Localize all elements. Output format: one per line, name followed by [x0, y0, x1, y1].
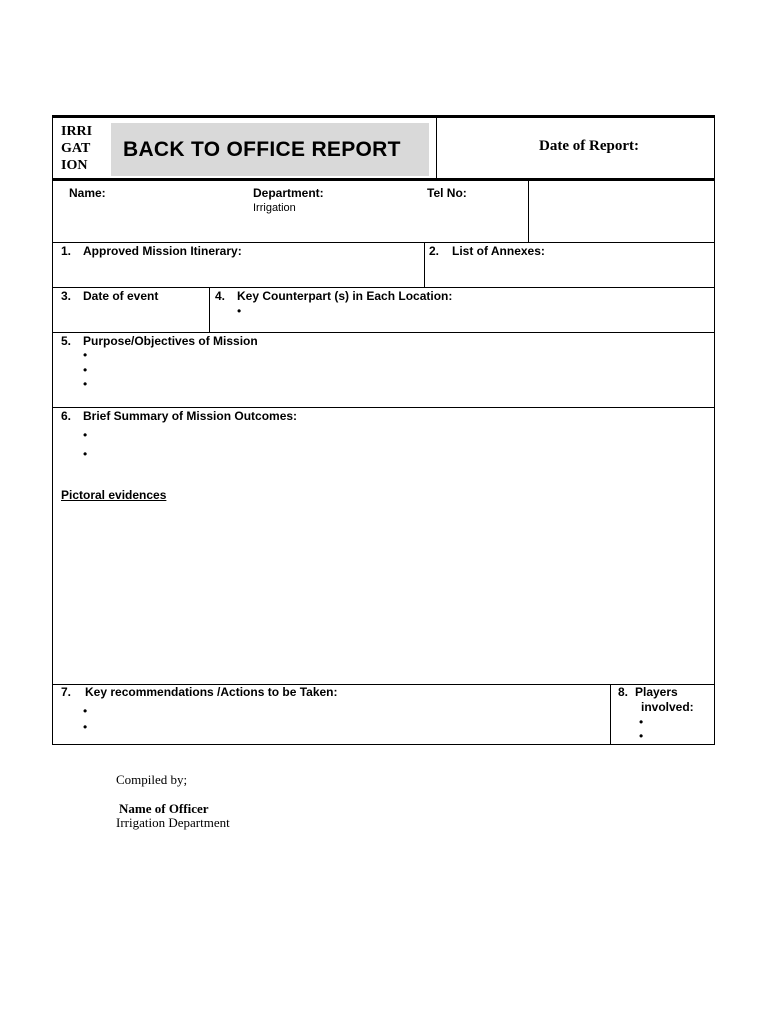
recommendation-bullet-2: • [83, 720, 88, 734]
section-8-number: 8. [618, 685, 629, 699]
section-6-label: Brief Summary of Mission Outcomes: [83, 409, 298, 423]
section-4-label: Key Counterpart (s) in Each Location: [237, 289, 453, 303]
section-7-label: Key recommendations /Actions to be Taken: [85, 685, 338, 699]
logo-line-2: GAT [61, 141, 91, 156]
section-5-number: 5. [61, 334, 72, 348]
section-3-label: Date of event [83, 289, 159, 303]
header-row [52, 115, 715, 181]
recommendation-bullet-1: • [83, 704, 88, 718]
row-purpose [52, 333, 715, 408]
header-divider [436, 118, 437, 178]
logo-line-3: ION [61, 158, 88, 173]
officer-department: Irrigation Department [116, 815, 230, 830]
pictoral-evidences-heading: Pictoral evidences [61, 488, 167, 502]
irrigation-logo [61, 123, 101, 174]
tel-label: Tel No: [427, 186, 467, 200]
purpose-bullet-1: • [83, 348, 88, 362]
section-5-label: Purpose/Objectives of Mission [83, 334, 258, 348]
row-recommendations [52, 685, 715, 745]
section-2-number: 2. [429, 244, 440, 258]
logo-line-1: IRRI [61, 124, 93, 139]
officer-name: Name of Officer [119, 801, 209, 816]
report-form [52, 115, 715, 745]
players-bullet-2: • [639, 729, 644, 743]
row-itinerary-annexes [52, 243, 715, 288]
section-1-number: 1. [61, 244, 72, 258]
department-label: Department: [253, 186, 324, 200]
summary-bullet-2: • [83, 447, 88, 461]
counterpart-bullet-1: • [237, 304, 242, 318]
players-bullet-1: • [639, 715, 644, 729]
name-label: Name: [69, 186, 106, 200]
info-row [52, 181, 715, 243]
row-date-counterpart [52, 288, 715, 333]
section-6-number: 6. [61, 409, 72, 423]
section-8-label-line-2: involved: [641, 700, 694, 714]
department-value: Irrigation [253, 202, 296, 214]
itinerary-divider [424, 243, 425, 287]
purpose-bullet-2: • [83, 363, 88, 377]
info-divider [528, 181, 529, 242]
row-summary [52, 408, 715, 685]
section-7-number: 7. [61, 685, 72, 699]
section-4-number: 4. [215, 289, 226, 303]
page-title: BACK TO OFFICE REPORT [123, 138, 401, 161]
section-8-label-line-1: Players [635, 685, 678, 699]
section-3-number: 3. [61, 289, 72, 303]
purpose-bullet-3: • [83, 377, 88, 391]
recommendations-divider [610, 685, 611, 744]
section-2-label: List of Annexes: [452, 244, 545, 258]
title-box [111, 123, 429, 176]
date-divider [209, 288, 210, 332]
compiled-by-label: Compiled by; [116, 772, 188, 787]
date-of-report-label: Date of Report: [539, 138, 639, 154]
section-1-label: Approved Mission Itinerary: [83, 244, 242, 258]
summary-bullet-1: • [83, 428, 88, 442]
